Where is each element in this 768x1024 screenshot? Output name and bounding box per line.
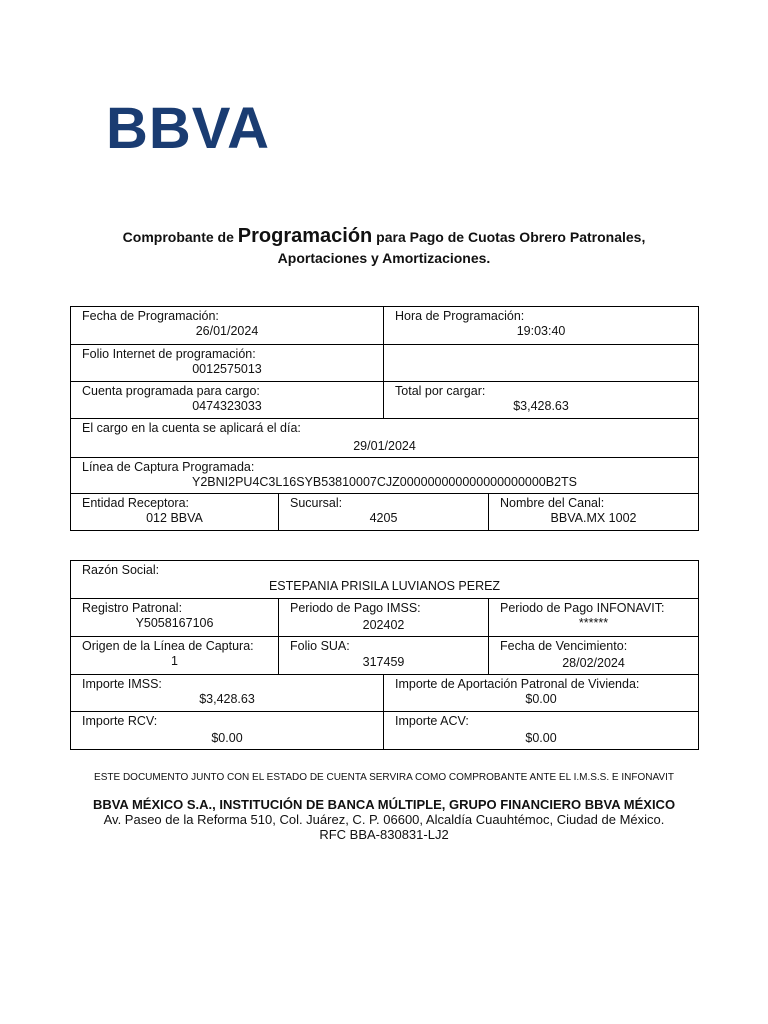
- title-line1-rest: para Pago de Cuotas Obrero Patronales,: [376, 229, 646, 245]
- periodo-imss-label: Periodo de Pago IMSS:: [290, 601, 421, 615]
- total-label: Total por cargar:: [395, 384, 486, 398]
- footer-address: Av. Paseo de la Reforma 510, Col. Juárez, C. P. 06600, Alcaldía Cuauhtémoc, Ciudad de México.: [103, 812, 665, 827]
- cuenta-value: 0474323033: [192, 399, 262, 413]
- importe-rcv-value: $0.00: [211, 731, 243, 745]
- canal-label: Nombre del Canal:: [500, 496, 605, 510]
- importe-vivienda-cell: [384, 675, 699, 712]
- hora-value: 19:03:40: [516, 324, 566, 338]
- title-emphasis: Programación: [237, 225, 373, 247]
- folio-label: Folio Internet de programación:: [82, 347, 256, 361]
- cuenta-label: Cuenta programada para cargo:: [82, 384, 260, 398]
- origen-value: 1: [171, 654, 178, 668]
- sucursal-value: 4205: [369, 511, 398, 525]
- hora-label: Hora de Programación:: [395, 309, 525, 323]
- footer-company-name: BBVA MÉXICO S.A., INSTITUCIÓN DE BANCA MÚLTIPLE, GRUPO FINANCIERO BBVA MÉXICO: [92, 797, 676, 812]
- folio-sua-cell: [279, 637, 489, 675]
- importe-acv-label: Importe ACV:: [395, 714, 469, 728]
- empty-cell: [384, 345, 699, 382]
- title-line-1: [60, 226, 708, 248]
- title-line-2: Aportaciones y Amortizaciones.: [277, 250, 491, 266]
- document-title: [60, 226, 708, 269]
- cargo-value: 29/01/2024: [353, 439, 416, 453]
- fecha-value: 26/01/2024: [195, 324, 259, 338]
- linea-cell: [71, 458, 699, 494]
- canal-cell: [489, 494, 699, 531]
- periodo-infonavit-value: ******: [578, 616, 609, 630]
- folio-value: 0012575013: [192, 362, 262, 376]
- entidad-value: 012 BBVA: [146, 511, 203, 525]
- importe-acv-value: $0.00: [525, 731, 557, 745]
- schedule-table: [70, 306, 699, 531]
- bbva-logo: BBVA: [106, 96, 271, 161]
- canal-value: BBVA.MX 1002: [550, 511, 637, 525]
- vencimiento-cell: [489, 637, 699, 675]
- vencimiento-value: 28/02/2024: [562, 656, 625, 670]
- fecha-label: Fecha de Programación:: [82, 309, 219, 323]
- fecha-cell: [71, 307, 384, 345]
- cargo-label: El cargo en la cuenta se aplicará el día:: [82, 421, 301, 435]
- registro-value: Y5058167106: [135, 616, 214, 630]
- employer-table: [70, 560, 699, 750]
- footer-rfc: RFC BBA-830831-LJ2: [319, 827, 449, 842]
- footer: [60, 797, 708, 842]
- periodo-imss-value: 202402: [362, 618, 405, 632]
- total-cell: [384, 382, 699, 419]
- vencimiento-label: Fecha de Vencimiento:: [500, 639, 628, 653]
- registro-cell: [71, 599, 279, 637]
- periodo-imss-cell: [279, 599, 489, 637]
- sucursal-cell: [279, 494, 489, 531]
- origen-label: Origen de la Línea de Captura:: [82, 639, 254, 653]
- razon-label: Razón Social:: [82, 563, 160, 577]
- folio-sua-label: Folio SUA:: [290, 639, 350, 653]
- cargo-cell: [71, 419, 699, 458]
- title-prefix: Comprobante de: [122, 229, 234, 245]
- linea-value: Y2BNI2PU4C3L16SYB53810007CJZ000000000000000000000B2TS: [192, 475, 578, 489]
- importe-imss-value: $3,428.63: [199, 692, 255, 706]
- hora-cell: [384, 307, 699, 345]
- entidad-cell: [71, 494, 279, 531]
- periodo-infonavit-cell: [489, 599, 699, 637]
- importe-rcv-label: Importe RCV:: [82, 714, 158, 728]
- sucursal-label: Sucursal:: [290, 496, 343, 510]
- importe-vivienda-label: Importe de Aportación Patronal de Vivienda:: [395, 677, 640, 691]
- razon-value: ESTEPANIA PRISILA LUVIANOS PEREZ: [268, 579, 501, 593]
- importe-imss-cell: [71, 675, 384, 712]
- origen-cell: [71, 637, 279, 675]
- importe-acv-cell: [384, 712, 699, 750]
- razon-cell: [71, 561, 699, 599]
- importe-vivienda-value: $0.00: [525, 692, 557, 706]
- folio-sua-value: 317459: [362, 655, 405, 669]
- periodo-infonavit-label: Periodo de Pago INFONAVIT:: [500, 601, 665, 615]
- importe-rcv-cell: [71, 712, 384, 750]
- entidad-label: Entidad Receptora:: [82, 496, 190, 510]
- total-value: $3,428.63: [513, 399, 569, 413]
- importe-imss-label: Importe IMSS:: [82, 677, 162, 691]
- linea-label: Línea de Captura Programada:: [82, 460, 255, 474]
- cuenta-cell: [71, 382, 384, 419]
- registro-label: Registro Patronal:: [82, 601, 183, 615]
- disclaimer-note: ESTE DOCUMENTO JUNTO CON EL ESTADO DE CUENTA SERVIRA COMO COMPROBANTE ANTE EL I.M.S.S. E INFONAVIT: [94, 772, 674, 783]
- folio-cell: [71, 345, 384, 382]
